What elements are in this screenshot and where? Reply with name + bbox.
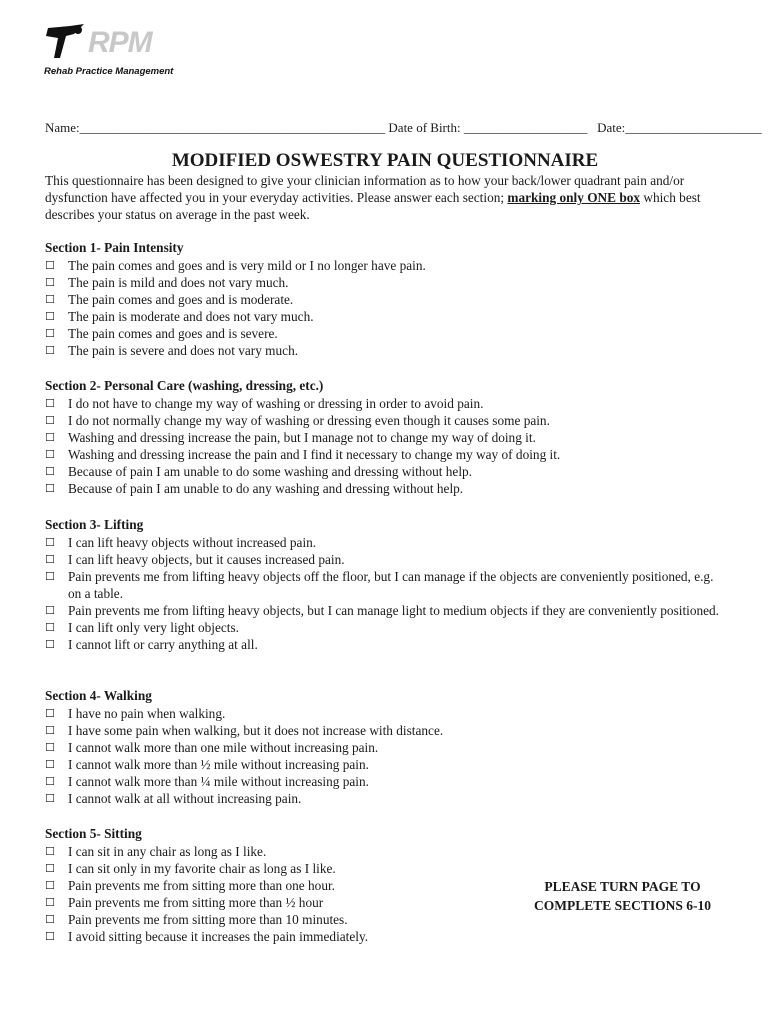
page-title: MODIFIED OSWESTRY PAIN QUESTIONNAIRE	[171, 150, 599, 171]
option-label: I can lift heavy objects, but it causes increased pain.	[68, 552, 345, 567]
option-row[interactable]	[45, 843, 725, 860]
checkbox-icon[interactable]: ☐	[45, 896, 55, 909]
name-label: Name:	[45, 120, 80, 135]
option-label: I can lift heavy objects without increased pain.	[68, 535, 317, 550]
section-1	[45, 239, 725, 359]
option-label: Washing and dressing increase the pain and I find it necessary to change my way of doing it.	[68, 447, 561, 462]
option-row[interactable]	[45, 429, 725, 446]
option-row[interactable]	[45, 860, 725, 877]
option-label: I avoid sitting because it increases the pain immediately.	[68, 929, 369, 944]
date-label: Date:	[597, 120, 626, 135]
checkbox-icon[interactable]: ☐	[45, 344, 55, 357]
option-row[interactable]	[45, 739, 725, 756]
section-3	[45, 516, 725, 653]
checkbox-icon[interactable]: ☐	[45, 431, 55, 444]
checkbox-icon[interactable]: ☐	[45, 621, 55, 634]
checkbox-icon[interactable]: ☐	[45, 758, 55, 771]
option-label: I can sit only in my favorite chair as long as I like.	[68, 861, 336, 876]
checkbox-icon[interactable]: ☐	[45, 845, 55, 858]
option-row[interactable]	[45, 395, 725, 412]
option-label: I cannot walk more than ¼ mile without increasing pain.	[68, 774, 369, 789]
logo-wordmark: RPM	[88, 26, 152, 59]
option-label: I cannot walk more than ½ mile without increasing pain.	[68, 757, 369, 772]
checkbox-icon[interactable]: ☐	[45, 448, 55, 461]
option-row[interactable]	[45, 790, 725, 807]
option-row[interactable]	[45, 619, 725, 636]
checkbox-icon[interactable]: ☐	[45, 792, 55, 805]
option-label: The pain is mild and does not vary much.	[68, 275, 289, 290]
option-label: Pain prevents me from sitting more than 10 minutes.	[68, 912, 348, 927]
option-label: Pain prevents me from sitting more than one hour.	[68, 878, 335, 893]
checkbox-icon[interactable]: ☐	[45, 604, 55, 617]
checkbox-icon[interactable]: ☐	[45, 293, 55, 306]
checkbox-icon[interactable]: ☐	[45, 259, 55, 272]
checkbox-icon[interactable]: ☐	[45, 414, 55, 427]
turn-page-note	[520, 877, 725, 915]
option-row[interactable]	[45, 773, 725, 790]
option-row[interactable]	[45, 291, 725, 308]
option-label: Pain prevents me from sitting more than ½ hour	[68, 895, 324, 910]
option-label: Pain prevents me from lifting heavy objects off the floor, but I can manage if the objects are conveniently positioned, e.g. on a table.	[68, 569, 714, 601]
option-label: I do not normally change my way of washing or dressing even though it causes some pain.	[68, 413, 550, 428]
option-row[interactable]	[45, 756, 725, 773]
option-row[interactable]	[45, 257, 725, 274]
option-row[interactable]	[45, 325, 725, 342]
option-row[interactable]	[45, 722, 725, 739]
checkbox-icon[interactable]: ☐	[45, 913, 55, 926]
option-label: Pain prevents me from lifting heavy objects, but I can manage light to medium objects if they are conveniently positioned.	[68, 603, 720, 618]
section-title: Section 1- Pain Intensity	[45, 240, 184, 255]
option-row[interactable]	[45, 534, 725, 551]
option-label: Washing and dressing increase the pain, but I manage not to change my way of doing it.	[68, 430, 536, 445]
section-title: Section 3- Lifting	[45, 517, 144, 532]
option-label: The pain is severe and does not vary much.	[68, 343, 299, 358]
runner-logo-icon	[44, 22, 88, 62]
option-label: The pain comes and goes and is severe.	[68, 326, 278, 341]
option-label: I cannot walk at all without increasing pain.	[68, 791, 302, 806]
turn-page-line-2: COMPLETE SECTIONS 6-10	[533, 898, 712, 913]
intro-text-end: which best describes your status on average in the past week.	[45, 190, 701, 222]
option-label: I have no pain when walking.	[68, 706, 226, 721]
dob-label: Date of Birth:	[388, 120, 461, 135]
rpm-logo	[44, 22, 174, 82]
option-row[interactable]	[45, 551, 725, 568]
section-title: Section 5- Sitting	[45, 826, 142, 841]
option-label: I can sit in any chair as long as I like.	[68, 844, 267, 859]
option-label: I have some pain when walking, but it does not increase with distance.	[68, 723, 444, 738]
name-field[interactable]: _______________________________________________	[79, 120, 386, 135]
option-label: I cannot walk more than one mile without increasing pain.	[68, 740, 379, 755]
option-row[interactable]	[45, 274, 725, 291]
option-row[interactable]	[45, 412, 725, 429]
option-label: I do not have to change my way of washing or dressing in order to avoid pain.	[68, 396, 484, 411]
checkbox-icon[interactable]: ☐	[45, 310, 55, 323]
intro-emphasis: marking only ONE box	[507, 190, 641, 205]
option-label: The pain is moderate and does not vary much.	[68, 309, 314, 324]
checkbox-icon[interactable]: ☐	[45, 327, 55, 340]
logo-tagline: Rehab Practice Management	[44, 66, 174, 77]
checkbox-icon[interactable]: ☐	[45, 879, 55, 892]
option-row[interactable]	[45, 928, 725, 945]
checkbox-icon[interactable]: ☐	[45, 930, 55, 943]
checkbox-icon[interactable]: ☐	[45, 536, 55, 549]
checkbox-icon[interactable]: ☐	[45, 276, 55, 289]
option-label: Because of pain I am unable to do some washing and dressing without help.	[68, 464, 472, 479]
patient-info-line	[45, 120, 762, 136]
checkbox-icon[interactable]: ☐	[45, 482, 55, 495]
date-field[interactable]: _____________________	[625, 120, 762, 135]
turn-page-line-1: PLEASE TURN PAGE TO	[544, 879, 701, 894]
option-row[interactable]	[45, 480, 725, 497]
option-label: The pain comes and goes and is moderate.	[68, 292, 294, 307]
option-label: The pain comes and goes and is very mild or I no longer have pain.	[68, 258, 426, 273]
checkbox-icon[interactable]: ☐	[45, 724, 55, 737]
section-title: Section 2- Personal Care (washing, dressing, etc.)	[45, 378, 324, 393]
section-title: Section 4- Walking	[45, 688, 152, 703]
option-row[interactable]	[45, 602, 725, 619]
option-row[interactable]	[45, 446, 725, 463]
option-row[interactable]	[45, 636, 725, 653]
checkbox-icon[interactable]: ☐	[45, 397, 55, 410]
checkbox-icon[interactable]: ☐	[45, 741, 55, 754]
section-4	[45, 687, 725, 807]
checkbox-icon[interactable]: ☐	[45, 862, 55, 875]
dob-field[interactable]: ___________________	[463, 120, 588, 135]
option-row[interactable]	[45, 342, 725, 359]
intro-paragraph	[45, 172, 725, 223]
option-label: Because of pain I am unable to do any washing and dressing without help.	[68, 481, 464, 496]
checkbox-icon[interactable]: ☐	[45, 553, 55, 566]
checkbox-icon[interactable]: ☐	[45, 638, 55, 651]
option-label: I cannot lift or carry anything at all.	[68, 637, 258, 652]
option-label: I can lift only very light objects.	[68, 620, 239, 635]
checkbox-icon[interactable]: ☐	[45, 707, 55, 720]
option-row[interactable]	[45, 308, 725, 325]
checkbox-icon[interactable]: ☐	[45, 775, 55, 788]
section-2	[45, 377, 725, 497]
checkbox-icon[interactable]: ☐	[45, 465, 55, 478]
intro-text: This questionnaire has been designed to give your clinician information as to how your back/lower quadrant pain and/or dysfunction have affected you in your everyday activities. Please answer each section;	[45, 173, 685, 205]
option-row[interactable]	[45, 568, 725, 602]
checkbox-icon[interactable]: ☐	[45, 570, 55, 583]
option-row[interactable]	[45, 705, 725, 722]
option-row[interactable]	[45, 463, 725, 480]
